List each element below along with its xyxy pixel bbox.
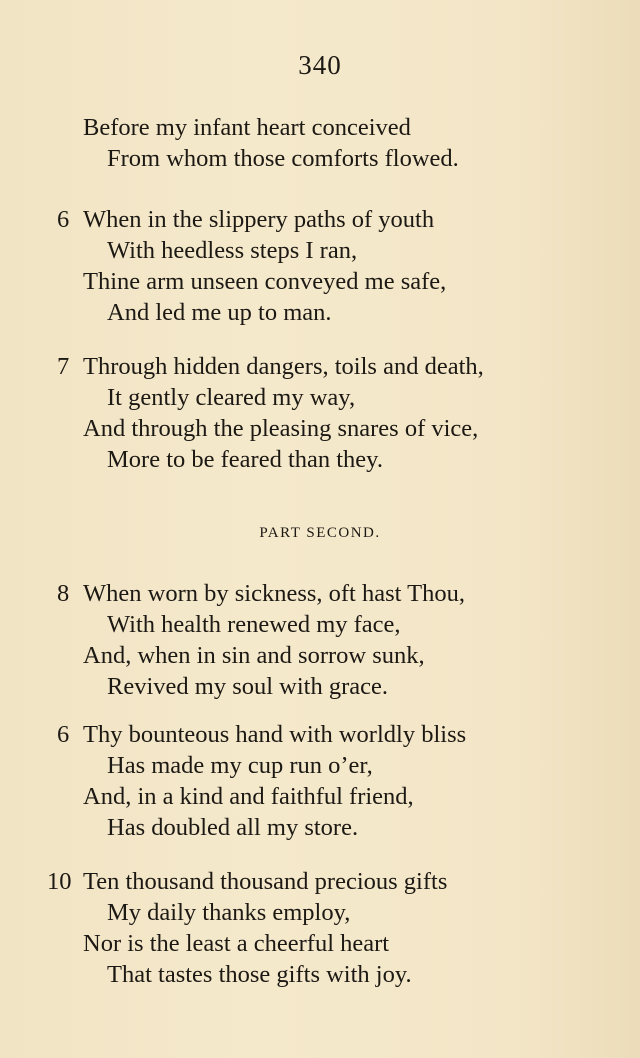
verse-number: 6 — [57, 206, 70, 233]
verse-line: When worn by sickness, oft hast Thou, — [83, 580, 465, 607]
verse-line: With heedless steps I ran, — [107, 237, 358, 264]
verse-number: 6 — [57, 721, 70, 748]
verse-number: 7 — [57, 353, 70, 380]
verse-line: From whom those comforts flowed. — [107, 145, 459, 172]
verse-line: When in the slippery paths of youth — [83, 206, 435, 233]
verse-line: Thine arm unseen conveyed me safe, — [83, 268, 447, 295]
verse-line: My daily thanks employ, — [107, 899, 351, 926]
verse-line: Thy bounteous hand with worldly bliss — [83, 721, 467, 748]
verse-line: Through hidden dangers, toils and death, — [83, 353, 484, 380]
verse-line: It gently cleared my way, — [107, 384, 356, 411]
verse-line: And through the pleasing snares of vice, — [83, 415, 479, 442]
verse-line: Revived my soul with grace. — [107, 673, 389, 700]
verse-number: 8 — [57, 580, 70, 607]
verse-line: Before my infant heart conceived — [83, 114, 411, 141]
verse-line: More to be feared than they. — [107, 446, 383, 473]
verse-line: That tastes those gifts with joy. — [107, 961, 412, 988]
verse-line: Has doubled all my store. — [107, 814, 359, 841]
verse-line: And led me up to man. — [107, 299, 332, 326]
verse-number: 10 — [47, 868, 72, 895]
verse-line: And, when in sin and sorrow sunk, — [83, 642, 425, 669]
verse-line: Ten thousand thousand precious gifts — [83, 868, 448, 895]
verse-line: Has made my cup run o’er, — [107, 752, 373, 779]
page-number: 340 — [298, 50, 342, 80]
verse-line: Nor is the least a cheerful heart — [83, 930, 390, 957]
verse-line: With health renewed my face, — [107, 611, 401, 638]
part-heading: PART SECOND. — [259, 525, 381, 541]
verse-line: And, in a kind and faithful friend, — [83, 783, 414, 810]
